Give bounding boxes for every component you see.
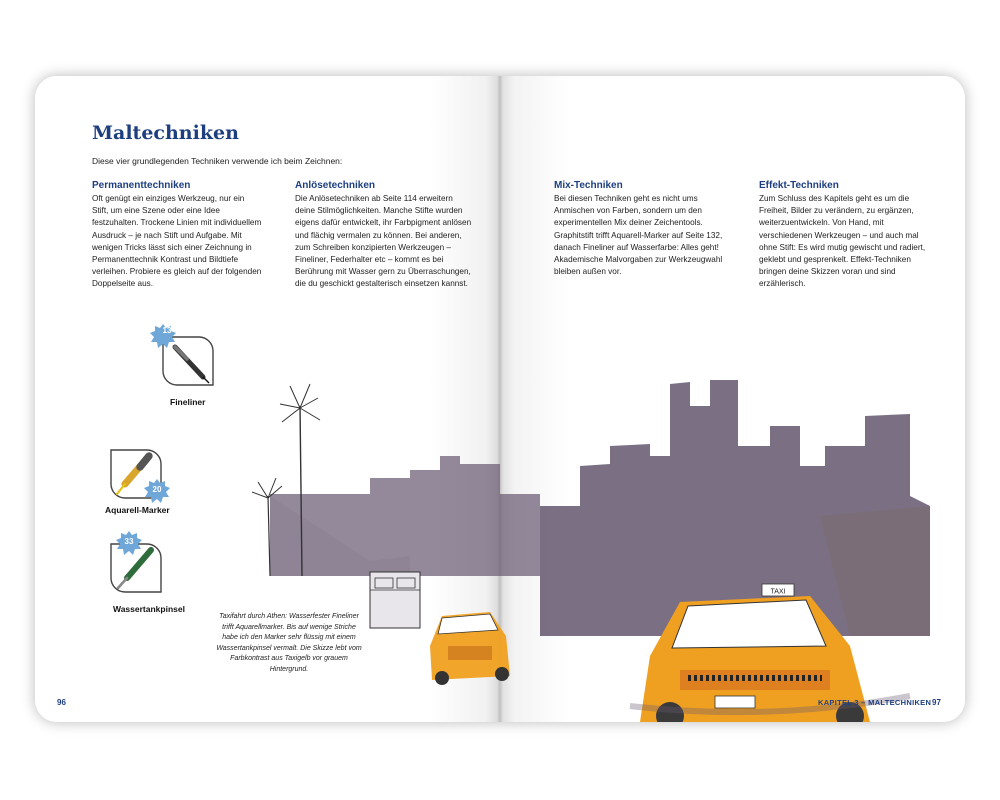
tool-fineliner (157, 326, 217, 407)
column-heading: Anlösetechniken (295, 180, 376, 191)
column-mix-techniken (554, 180, 729, 278)
tool-label: Aquarell-Marker (105, 505, 170, 515)
column-text: Bei diesen Techniken geht es nicht ums Anmischen von Farben, sondern um den experimentellen Mix deiner Zeichentools. Graphitstift trifft Aquarell-Marker auf Seite 132, danach Fineliner auf Wasserfarbe: Alles geht! Akademische Malvorgaben zur Werkzeugwahl bleiben außen vor. (554, 194, 723, 277)
page-number-right: 97 (932, 698, 941, 707)
book-spread (35, 76, 965, 722)
tool-number: 20 (152, 485, 162, 494)
tool-number: 33 (124, 537, 134, 546)
tool-wassertankpinsel (105, 537, 185, 614)
taxi-sign: TAXI (770, 588, 786, 596)
column-heading: Permanenttechniken (92, 180, 191, 191)
column-text: Zum Schluss des Kapitels geht es um die Freiheit, Bilder zu verändern, zu ergänzen, weiterzuentwickeln. Von Hand, mit verschiedenen Werkzeugen – und auch mal ohne Stift: Es wird mutig gewischt und radiert, geklebt und gesprenkelt. Effekt-Techniken bringen deine Skizzen voran und sind erzählerisch. (759, 194, 926, 289)
tool-aquarell-marker (105, 444, 170, 515)
column-effekt-techniken (759, 180, 939, 291)
column-heading: Mix-Techniken (554, 180, 623, 191)
page-number-left: 96 (57, 698, 66, 707)
image-caption: Taxifahrt durch Athen: Wasserfester Fineliner trifft Aquarellmarker. Bis auf wenige Striche habe ich den Marker sehr flüssig mit einem Wassertankpinsel vermalt. Die Skizze lebt vom Farbkontrast aus Taxigelb vor grauem Hintergrund. (216, 613, 362, 673)
column-anloesetechniken (295, 180, 475, 291)
tool-label: Fineliner (170, 397, 206, 407)
column-text: Die Anlösetechniken ab Seite 114 erweitern deine Stilmöglichkeiten. Manche Stifte wurden eigens dafür entwickelt, ihr Farbpigment anlösen und flächig vermalen zu können. Bei anderen, zum Schreiben konzipierten Werkzeugen – Fineliner, Federhalter etc – kommt es bei Berührung mit Wasser gern zu Überraschungen, die du geschickt gestalterisch einsetzen kannst. (295, 194, 472, 289)
column-text: Oft genügt ein einziges Werkzeug, nur ein Stift, um eine Szene oder eine Idee festzuhalten. Trockene Linien mit individuellem Ausdruck – je nach Stift und Aufgabe. Mit wenigen Tricks lässt sich einer Zeichnung in Permanenttechnik Kontrast und Bildtiefe verleihen. Probiere es gleich auf der folgenden Doppelseite aus. (92, 194, 262, 289)
tool-number: 13 (162, 326, 172, 335)
page-title: Maltechniken (92, 122, 239, 144)
column-permanenttechniken (92, 180, 262, 291)
running-head: KAPITEL 3 – MALTECHNIKEN (818, 698, 932, 707)
column-heading: Effekt-Techniken (759, 180, 839, 191)
tool-label: Wassertankpinsel (113, 604, 185, 614)
intro-text: Diese vier grundlegenden Techniken verwende ich beim Zeichnen: (92, 156, 343, 166)
